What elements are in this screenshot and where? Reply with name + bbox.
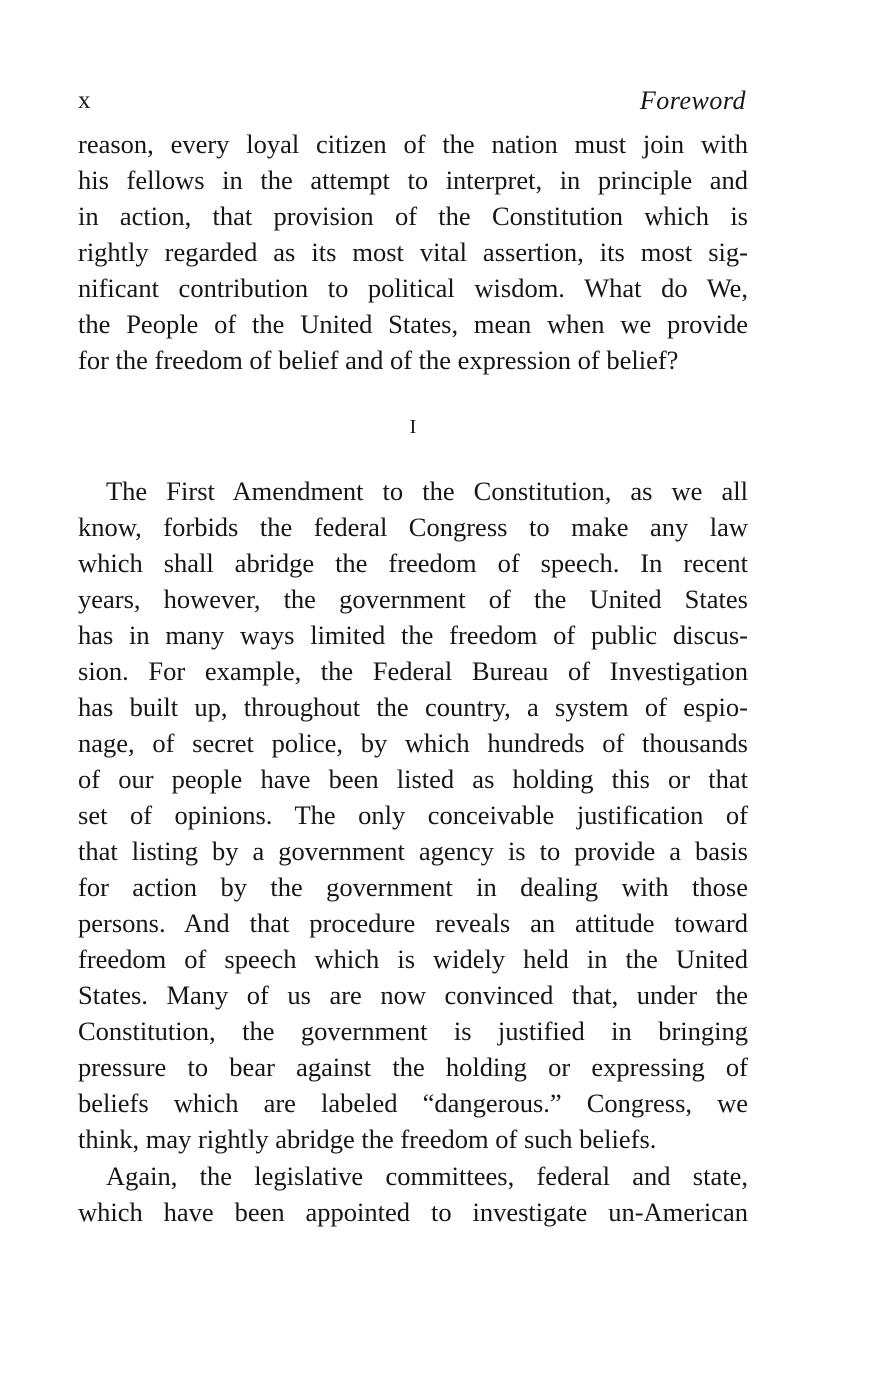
text-line: know, forbids the federal Congress to make any law <box>78 512 748 542</box>
text-line: has in many ways limited the freedom of public discus- <box>78 620 748 650</box>
text-line: reason, every loyal citizen of the nation must join with <box>78 129 748 159</box>
text-line: set of opinions. The only conceivable justification of <box>78 800 748 830</box>
text-line: nage, of secret police, by which hundreds of thousands <box>78 728 748 758</box>
text-line: beliefs which are labeled “dangerous.” Congress, we <box>78 1088 748 1118</box>
text-line: freedom of speech which is widely held in the United <box>78 944 748 974</box>
section-number: I <box>409 416 417 438</box>
text-line: pressure to bear against the holding or expressing of <box>78 1052 748 1082</box>
text-line: for action by the government in dealing with those <box>78 872 748 902</box>
text-line: in action, that provision of the Constitution which is <box>78 201 748 231</box>
page-number: x <box>78 87 91 114</box>
text-line: years, however, the government of the United States <box>78 584 748 614</box>
text-line: persons. And that procedure reveals an attitude toward <box>78 908 748 938</box>
text-line: sion. For example, the Federal Bureau of Investigation <box>78 656 748 686</box>
text-line: Constitution, the government is justified in bringing <box>78 1016 748 1046</box>
text-line: which have been appointed to investigate un-American <box>78 1197 748 1227</box>
text-line: think, may rightly abridge the freedom of such beliefs. <box>78 1124 657 1154</box>
book-page <box>78 84 748 1230</box>
text-line: the People of the United States, mean when we provide <box>78 309 748 339</box>
running-title: Foreword <box>639 86 746 115</box>
paragraph-3 <box>78 1158 748 1230</box>
text-line: which shall abridge the freedom of speech. In recent <box>78 548 748 578</box>
paragraph-1 <box>78 126 748 378</box>
running-head <box>78 84 748 118</box>
text-line: has built up, throughout the country, a system of espio- <box>78 692 748 722</box>
text-line: Again, the legislative committees, federal and state, <box>106 1161 748 1191</box>
text-line: of our people have been listed as holding this or that <box>78 764 748 794</box>
text-line: The First Amendment to the Constitution, as we all <box>106 476 748 506</box>
text-line: States. Many of us are now convinced that, under the <box>78 980 748 1010</box>
paragraph-2 <box>78 473 748 1157</box>
text-line: rightly regarded as its most vital assertion, its most sig- <box>78 237 748 267</box>
text-line: his fellows in the attempt to interpret, in principle and <box>78 165 748 195</box>
text-line: that listing by a government agency is to provide a basis <box>78 836 748 866</box>
text-line: for the freedom of belief and of the expression of belief? <box>78 345 679 375</box>
text-line: nificant contribution to political wisdom. What do We, <box>78 273 748 303</box>
